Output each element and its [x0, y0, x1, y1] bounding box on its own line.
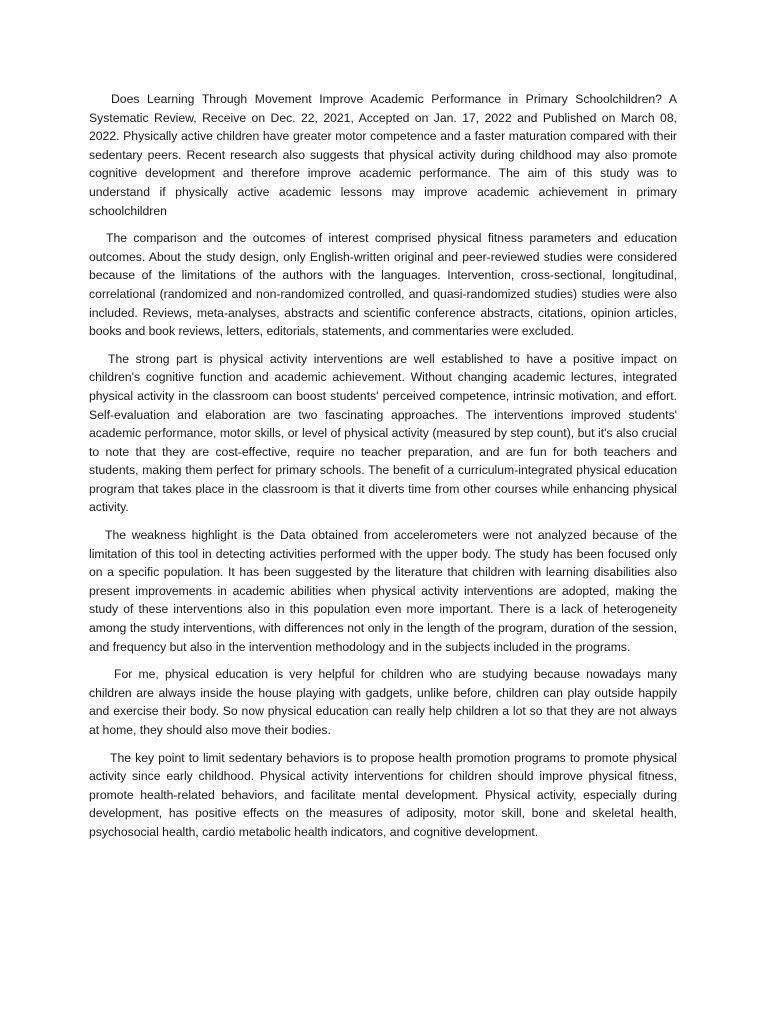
paragraph-weaknesses: The weakness highlight is the Data obtained from accelerometers were not analyzed because of the limitation of this tool in detecting activities performed with the upper body. The study has been focused only on a specific population. It has been suggested by the literature that children with learning disabilities also present improvements in academic abilities when physical activity interventions are adopted, making the study of these interventions also in this population even more important. There is a lack of heterogeneity among the study interventions, with differences not only in the length of the program, duration of the session, and frequency but also in the intervention methodology and in the subjects included in the programs. — [89, 528, 677, 654]
paragraph-study-design: The comparison and the outcomes of interest comprised physical fitness parameters and education outcomes. About the study design, only English-written original and peer-reviewed studies were considered because of the limitations of the authors with the languages. Intervention, cross-sectional, longitudinal, correlational (randomized and non-randomized controlled, and quasi-randomized studies) studies were also included. Reviews, meta-analyses, abstracts and scientific conference abstracts, citations, opinion articles, books and book reviews, letters, editorials, statements, and commentaries were excluded. — [89, 231, 677, 339]
paragraph-strengths: The strong part is physical activity interventions are well established to have a positive impact on children's cognitive function and academic achievement. Without changing academic lectures, integrated physical activity in the classroom can boost students' perceived competence, intrinsic motivation, and effort. Self-evaluation and elaboration are two fascinating approaches. The interventions improved students' academic performance, motor skills, or level of physical activity (measured by step count), but it's also crucial to note that they are cost-effective, require no teacher preparation, and are fun for both teachers and students, making them perfect for primary schools. The benefit of a curriculum-integrated physical education program that takes place in the classroom is that it diverts time from other courses while enhancing physical activity. — [89, 351, 677, 515]
paragraph-study-summary: Does Learning Through Movement Improve Academic Performance in Primary Schoolchildren? A Systematic Review, Receive on Dec. 22, 2021, Accepted on Jan. 17, 2022 and Published on March 08, 2022. Physically active children have greater motor competence and a faster maturation compared with their sedentary peers. Recent research also suggests that physical activity during childhood may also promote cognitive development and therefore improve academic performance. The aim of this study was to understand if physically active academic lessons may improve academic achievement in primary schoolchildren — [89, 92, 677, 218]
paragraph-opinion: For me, physical education is very helpful for children who are studying because nowadays many children are always inside the house playing with gadgets, unlike before, children can play outside happily and exercise their body. So now physical education can really help children a lot so that they are not always at home, they should also move their bodies. — [89, 667, 677, 737]
document-page — [89, 90, 677, 851]
paragraph-key-point: The key point to limit sedentary behaviors is to propose health promotion programs to promote physical activity since early childhood. Physical activity interventions for children should improve physical fitness, promote health-related behaviors, and facilitate mental development. Physical activity, especially during development, has positive effects on the measures of adiposity, motor skill, bone and skeletal health, psychosocial health, cardio metabolic health indicators, and cognitive development. — [89, 750, 677, 839]
